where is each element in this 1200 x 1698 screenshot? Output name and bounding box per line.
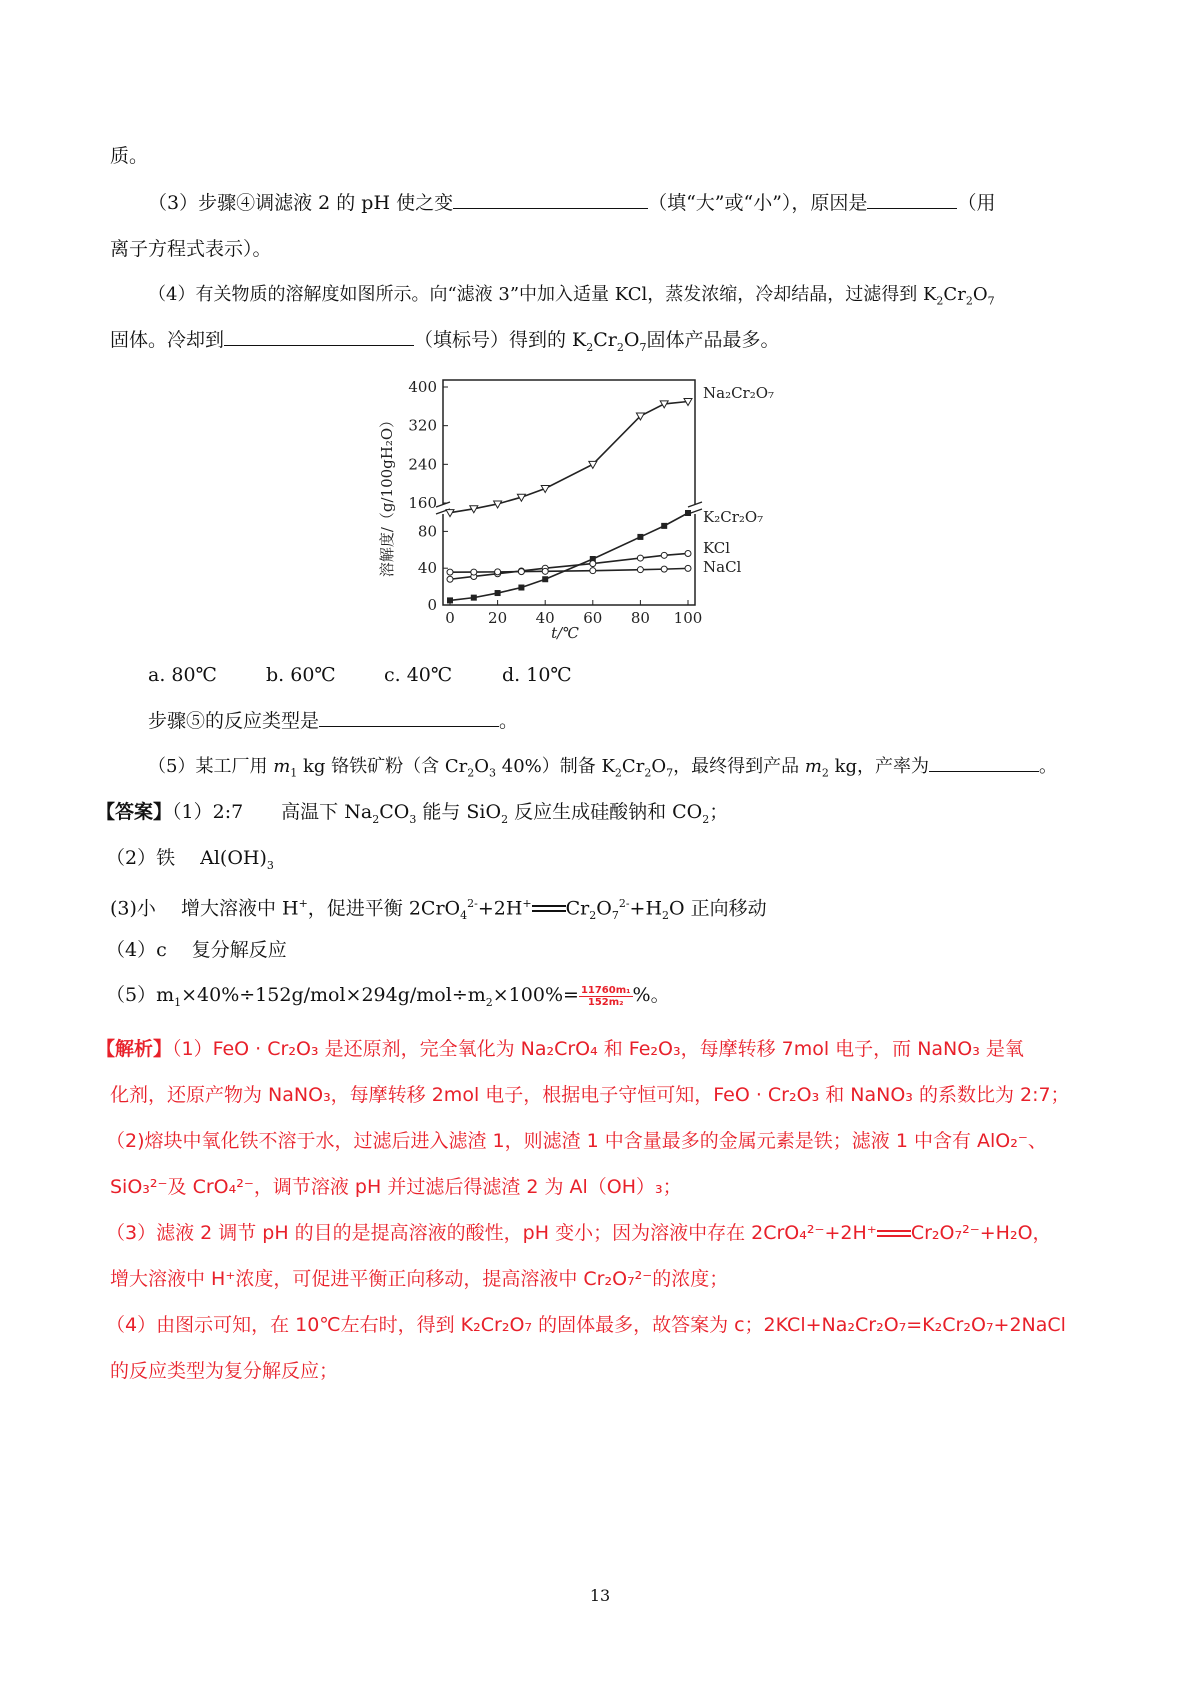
q4b-text: 。 [499,710,519,732]
answer-text: +2H [477,897,523,920]
y-tick-label: 320 [408,416,437,435]
answer-text: CO [379,801,410,823]
answer-text: (3)小 增大溶液中 H [110,897,299,920]
answer-text: （2）铁 Al(OH) [106,847,267,869]
answer-text: O [596,897,612,920]
analysis-label: 【解析】 [96,1038,173,1060]
data-point [542,568,548,574]
equilibrium-arrow-icon [532,904,566,914]
data-point [447,597,453,603]
answer-text: ×100%= [492,984,579,1006]
answer-sup: + [298,897,308,910]
q4-sub: 7 [639,340,647,354]
data-point [637,567,643,573]
answer-text: （1）2:7 高温下 Na [172,801,373,823]
answer-sub: 2 [372,812,380,826]
analysis-line-5 [106,1220,1052,1246]
answer-text: 反应生成硅酸钠和 CO [508,801,703,823]
series-line [450,402,688,513]
x-axis-label: t/℃ [551,624,579,642]
data-point [590,561,596,567]
q4-text: Cr [943,284,966,305]
analysis-line-6: 增大溶液中 H⁺浓度，可促进平衡正向移动，提高溶液中 Cr₂O₇²⁻的浓度； [110,1268,729,1290]
q5-text: O [651,756,667,777]
q3-line2: 离子方程式表示）。 [110,238,272,260]
data-point [589,461,597,468]
analysis-text: Cr₂O₇²⁻+H₂O， [910,1222,1052,1244]
data-point [637,534,643,540]
answer-sup: 2- [467,897,478,910]
q4-text: O [623,329,640,351]
data-point [518,569,524,575]
x-tick-label: 100 [673,609,703,627]
q4-text: Cr [593,329,617,351]
answer-sub: 1 [174,995,182,1009]
data-point [471,569,477,575]
analysis-line-4: SiO₃²⁻及 CrO₄²⁻，调节溶液 pH 并过滤后得滤渣 2 为 Al（OH）₃； [110,1176,682,1198]
q5-text: （5）某工厂用 [148,756,274,777]
q4b-line [148,708,518,734]
data-point [590,568,596,574]
answer-sub: 2 [702,812,710,826]
q5-line [148,753,1057,787]
option-c[interactable]: c. 40℃ [384,664,453,686]
q4-text: （填标号）得到的 K [414,329,587,351]
data-point [661,523,667,529]
fraction-numerator: 11760m₁ [580,984,631,996]
q5-text: kg 铬铁矿粉（含 Cr [297,756,468,777]
analysis-line-8: 的反应类型为复分解反应； [110,1360,339,1382]
data-point [495,590,501,596]
answer-label: 【答案】 [96,801,173,823]
legend-label: Na₂Cr₂O₇ [703,384,775,402]
analysis-line-2: 化剂，还原产物为 NaNO₃，每摩转移 2mol 电子，根据电子守恒可知，FeO · Cr₂O₃ 和 NaNO₃ 的系数比为 2:7； [110,1084,1070,1106]
data-point [661,566,667,572]
q5-blank[interactable] [929,753,1039,772]
data-point [685,565,691,571]
y-tick-label: 40 [417,559,437,578]
answer-text: %。 [632,984,670,1006]
q5-sub: 1 [290,766,298,780]
answer-text: ×40%÷152g/mol×294g/mol÷m [181,984,486,1006]
q4b-blank[interactable] [319,708,499,727]
y-tick-label: 240 [408,455,437,474]
q5-sub: 7 [666,766,674,780]
q4-sub: 7 [987,294,995,308]
q5-sub: 2 [467,766,475,780]
answer-sub: 2 [485,995,493,1009]
answer-sub: 2 [501,812,509,826]
q5-text: ，最终得到产品 [673,756,805,777]
data-point [518,585,524,591]
answer-text: ； [709,801,729,823]
q5-var: m [804,756,822,777]
answer-line-3 [110,891,767,929]
answer-line-5 [106,982,670,1016]
y-axis-label: 溶解度/（g/100gH₂O） [378,412,396,578]
series-line [450,553,688,579]
answer-line-4: （4）c 复分解反应 [106,939,287,961]
option-b[interactable]: b. 60℃ [266,664,336,686]
analysis-line-3: （2)熔块中氧化铁不溶于水，过滤后进入滤渣 1，则滤渣 1 中含量最多的金属元素是铁；滤液 1 中含有 AlO₂⁻、 [106,1130,1047,1152]
y-tick-label: 400 [408,378,437,396]
legend-label: K₂Cr₂O₇ [703,508,764,526]
q5-text: Cr [621,756,645,777]
data-point [685,550,691,556]
answer-fraction [579,985,633,1008]
q5-sub: 2 [821,766,829,780]
x-tick-label: 40 [535,609,555,627]
analysis-text: （3）滤液 2 调节 pH 的目的是提高溶液的酸性，pH 变小；因为溶液中存在 2CrO₄²⁻+2H⁺ [106,1222,877,1244]
option-a[interactable]: a. 80℃ [148,664,217,686]
data-point [661,552,667,558]
page-number: 13 [589,1586,611,1605]
q4b-text: 步骤⑤的反应类型是 [148,710,320,732]
legend-label: NaCl [703,558,742,576]
answer-text: ，促进平衡 2CrO [307,897,461,920]
q5-sub: 2 [614,766,622,780]
data-point [471,595,477,601]
q4-sub: 2 [586,340,594,354]
q4-sub: 2 [965,294,973,308]
q5-text: 。 [1039,756,1058,777]
q5-text: kg，产率为 [828,756,930,777]
y-tick-label: 0 [427,596,437,614]
q5-text: O [474,756,490,777]
answer-sub: 2 [662,909,670,923]
equilibrium-arrow-icon [877,1229,911,1239]
q5-text: 40%）制备 K [496,756,615,777]
answer-text: O 正向移动 [669,897,767,920]
q3-text-b: （填“大”或“小”），原因是 [648,192,868,214]
fraction-denominator: 152m₂ [587,996,624,1008]
analysis-text: （1）FeO · Cr₂O₃ 是还原剂，完全氧化为 Na₂CrO₄ 和 Fe₂O₃，每摩转移 7mol 电子，而 NaNO₃ 是氧 [172,1038,1024,1060]
option-d[interactable]: d. 10℃ [502,664,572,686]
x-tick-label: 20 [488,609,508,627]
answer-sup: + [522,897,532,910]
legend-label: KCl [703,539,731,557]
answer-sub: 3 [409,812,417,826]
y-tick-label: 160 [408,494,437,512]
x-tick-label: 60 [583,609,603,627]
options-row [148,662,620,688]
answer-line-1 [96,799,728,833]
data-point [637,555,643,561]
answer-sub: 4 [460,909,468,923]
answer-text: Cr [565,897,590,920]
q4-text: 固体。冷却到 [110,329,225,351]
answer-sub: 2 [589,909,597,923]
answer-text: +H [629,897,663,920]
answer-line-2 [106,845,274,879]
q3-text-a: （3）步骤④调滤液 2 的 pH 使之变 [148,192,454,214]
x-tick-label: 0 [445,609,455,627]
y-tick-label: 80 [417,522,437,541]
x-tick-label: 80 [630,609,650,627]
q3-text-c: （用 [957,192,996,214]
q4-sub: 2 [936,294,944,308]
data-point [685,510,691,516]
data-point [495,569,501,575]
data-point [542,576,548,582]
q-intro: 质。 [110,145,149,167]
q4-text: O [972,284,988,305]
analysis-line-1 [96,1036,1024,1062]
answer-sub: 3 [266,858,274,872]
data-point [447,569,453,575]
solubility-chart [0,0,1200,720]
answer-sup: 2- [618,897,630,910]
answer-sub: 7 [611,909,619,923]
q4-sub: 2 [616,340,624,354]
analysis-line-7: （4）由图示可知，在 10℃左右时，得到 K₂Cr₂O₇ 的固体最多，故答案为 c；2KCl+Na₂Cr₂O₇=K₂Cr₂O₇+2NaCl [106,1314,1066,1336]
q5-var: m [273,756,291,777]
q5-sub: 2 [644,766,652,780]
data-point [447,576,453,582]
answer-text: （5）m [106,984,175,1006]
q4-text: 固体产品最多。 [646,329,780,351]
q5-sub: 3 [489,766,497,780]
answer-text: 能与 SiO [416,801,502,823]
q4-text-a: （4）有关物质的溶解度如图所示。向“滤液 3”中加入适量 KCl，蒸发浓缩，冷却结晶，过滤得到 K [148,284,937,305]
